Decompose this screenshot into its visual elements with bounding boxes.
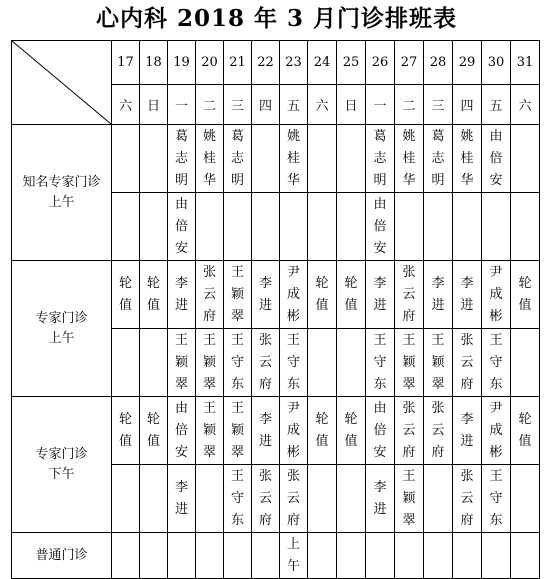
doctor-name: 王守东 [373, 333, 387, 392]
doctor-name: 葛志明 [230, 129, 244, 188]
schedule-cell [424, 329, 453, 397]
schedule-cell [112, 533, 140, 579]
schedule-cell [224, 261, 252, 329]
date-cell: 29 [453, 41, 482, 85]
date-cell: 20 [196, 41, 224, 85]
section-label [12, 261, 112, 397]
schedule-cell [252, 397, 280, 465]
section-label-line: 专家门诊 [35, 310, 88, 326]
schedule-cell [308, 465, 337, 533]
schedule-cell [511, 193, 540, 261]
date-cell: 18 [140, 41, 168, 85]
weekday-cell: 一 [366, 85, 395, 125]
rotation-duty-text: 轮值 [518, 412, 532, 449]
date-cell: 21 [224, 41, 252, 85]
weekday-cell: 六 [511, 85, 540, 125]
schedule-cell [280, 329, 308, 397]
schedule-cell [196, 397, 224, 465]
date-cell: 31 [511, 41, 540, 85]
schedule-cell [280, 533, 308, 579]
schedule-cell [482, 329, 511, 397]
schedule-cell [196, 261, 224, 329]
schedule-cell [224, 533, 252, 579]
schedule-cell [140, 329, 168, 397]
schedule-cell [280, 397, 308, 465]
schedule-cell [252, 465, 280, 533]
rotation-duty-text: 轮值 [118, 412, 132, 449]
doctor-name: 上午 [286, 537, 300, 574]
rotation-duty-text: 轮值 [146, 412, 160, 449]
schedule-cell [511, 261, 540, 329]
doctor-name: 王守东 [489, 333, 503, 392]
schedule-cell [453, 329, 482, 397]
schedule-cell [140, 533, 168, 579]
schedule-cell [482, 261, 511, 329]
schedule-cell [511, 125, 540, 193]
schedule-cell [337, 329, 366, 397]
schedule-cell [482, 533, 511, 579]
date-cell: 25 [337, 41, 366, 85]
date-cell: 17 [112, 41, 140, 85]
schedule-cell [424, 125, 453, 193]
schedule-cell [168, 125, 196, 193]
section-label [12, 397, 112, 533]
schedule-cell [140, 465, 168, 533]
doctor-name: 由倍安 [373, 401, 387, 460]
schedule-cell [224, 465, 252, 533]
schedule-cell [168, 261, 196, 329]
weekday-cell: 三 [424, 85, 453, 125]
schedule-cell [337, 261, 366, 329]
weekday-cell: 五 [482, 85, 511, 125]
doctor-name: 王颖翠 [174, 333, 188, 392]
doctor-name: 李进 [174, 480, 188, 517]
rotation-duty-text: 轮值 [344, 412, 358, 449]
doctor-name: 葛志明 [373, 129, 387, 188]
schedule-cell [112, 193, 140, 261]
schedule-cell [482, 465, 511, 533]
schedule-cell [280, 261, 308, 329]
schedule-cell [112, 261, 140, 329]
doctor-name: 王颖翠 [202, 333, 216, 392]
weekday-cell: 五 [280, 85, 308, 125]
doctor-name: 李进 [258, 412, 272, 449]
schedule-table [11, 40, 540, 579]
section-label-line: 专家门诊 [35, 446, 88, 462]
schedule-cell [453, 193, 482, 261]
doctor-name: 葛志明 [174, 129, 188, 188]
doctor-name: 张云府 [286, 469, 300, 528]
doctor-name: 由倍安 [174, 401, 188, 460]
schedule-cell [337, 193, 366, 261]
doctor-name: 张云府 [460, 333, 474, 392]
weekday-cell: 四 [453, 85, 482, 125]
schedule-cell [511, 329, 540, 397]
date-cell: 19 [168, 41, 196, 85]
doctor-name: 王颖翠 [402, 333, 416, 392]
weekday-cell: 三 [224, 85, 252, 125]
doctor-name: 李进 [460, 276, 474, 313]
section-label-line: 上午 [48, 194, 75, 210]
doctor-name: 张云府 [402, 401, 416, 460]
schedule-cell [424, 261, 453, 329]
schedule-cell [196, 193, 224, 261]
doctor-name: 李进 [431, 276, 445, 313]
schedule-cell [395, 125, 424, 193]
schedule-cell [196, 465, 224, 533]
schedule-cell [366, 397, 395, 465]
doctor-name: 李进 [373, 276, 387, 313]
weekday-cell: 日 [337, 85, 366, 125]
schedule-cell [337, 125, 366, 193]
schedule-cell [308, 125, 337, 193]
date-cell: 28 [424, 41, 453, 85]
doctor-name: 姚桂华 [286, 129, 300, 188]
header-corner [12, 41, 112, 125]
section-label-line: 普通门诊 [35, 547, 88, 563]
doctor-name: 张云府 [258, 469, 272, 528]
weekday-cell: 六 [112, 85, 140, 125]
page-title: 心内科 2018 年 3 月门诊排班表 [95, 5, 458, 32]
schedule-cell [252, 125, 280, 193]
schedule-cell [424, 193, 453, 261]
doctor-name: 王守东 [286, 333, 300, 392]
date-cell: 26 [366, 41, 395, 85]
schedule-cell [308, 261, 337, 329]
schedule-cell [112, 465, 140, 533]
date-cell: 24 [308, 41, 337, 85]
schedule-cell [196, 533, 224, 579]
doctor-name: 张云府 [402, 265, 416, 324]
schedule-cell [453, 397, 482, 465]
rotation-duty-text: 轮值 [146, 276, 160, 313]
section-label-line: 上午 [48, 330, 75, 346]
schedule-cell [224, 397, 252, 465]
schedule-cell [112, 397, 140, 465]
doctor-name: 王守东 [230, 333, 244, 392]
doctor-name: 王颖翠 [431, 333, 445, 392]
schedule-cell [112, 125, 140, 193]
schedule-cell [224, 329, 252, 397]
doctor-name: 由倍安 [174, 197, 188, 256]
schedule-cell [308, 397, 337, 465]
doctor-name: 姚桂华 [402, 129, 416, 188]
schedule-cell [140, 397, 168, 465]
rotation-duty-text: 轮值 [344, 276, 358, 313]
schedule-cell [168, 397, 196, 465]
schedule-cell [140, 193, 168, 261]
schedule-cell [424, 465, 453, 533]
doctor-name: 王颖翠 [402, 469, 416, 528]
doctor-name: 尹成彬 [489, 265, 503, 324]
schedule-cell [453, 465, 482, 533]
schedule-cell [511, 465, 540, 533]
doctor-name: 李进 [460, 412, 474, 449]
doctor-name: 尹成彬 [489, 401, 503, 460]
doctor-name: 张云府 [202, 265, 216, 324]
schedule-cell [366, 533, 395, 579]
section-label-line: 知名专家门诊 [22, 174, 101, 190]
schedule-cell [395, 261, 424, 329]
doctor-name: 王颖翠 [230, 265, 244, 324]
schedule-cell [366, 261, 395, 329]
doctor-name: 张云府 [258, 333, 272, 392]
doctor-name: 张云府 [431, 401, 445, 460]
schedule-cell [196, 125, 224, 193]
schedule-cell [112, 329, 140, 397]
schedule-cell [308, 533, 337, 579]
schedule-cell [482, 125, 511, 193]
section-label [12, 533, 112, 579]
schedule-cell [224, 193, 252, 261]
date-cell: 22 [252, 41, 280, 85]
doctor-name: 张云府 [460, 469, 474, 528]
doctor-name: 尹成彬 [286, 401, 300, 460]
schedule-cell [395, 193, 424, 261]
doctor-name: 李进 [373, 480, 387, 517]
schedule-cell [252, 533, 280, 579]
schedule-cell [280, 193, 308, 261]
schedule-cell [395, 465, 424, 533]
doctor-name: 姚桂华 [460, 129, 474, 188]
rotation-duty-text: 轮值 [118, 276, 132, 313]
date-cell: 23 [280, 41, 308, 85]
schedule-cell [168, 193, 196, 261]
doctor-name: 姚桂华 [202, 129, 216, 188]
doctor-name: 李进 [174, 276, 188, 313]
date-cell: 27 [395, 41, 424, 85]
schedule-cell [168, 329, 196, 397]
schedule-cell [482, 193, 511, 261]
schedule-cell [252, 193, 280, 261]
weekday-cell: 六 [308, 85, 337, 125]
schedule-cell [482, 397, 511, 465]
schedule-cell [366, 465, 395, 533]
schedule-cell [366, 329, 395, 397]
weekday-cell: 二 [196, 85, 224, 125]
schedule-cell [366, 193, 395, 261]
schedule-cell [280, 465, 308, 533]
schedule-cell [308, 193, 337, 261]
schedule-cell [168, 533, 196, 579]
schedule-cell [453, 261, 482, 329]
rotation-duty-text: 轮值 [315, 276, 329, 313]
schedule-cell [337, 397, 366, 465]
schedule-cell [424, 397, 453, 465]
doctor-name: 王守东 [230, 469, 244, 528]
schedule-cell [366, 125, 395, 193]
schedule-cell [395, 397, 424, 465]
section-label-line: 下午 [48, 466, 75, 482]
rotation-duty-text: 轮值 [315, 412, 329, 449]
schedule-cell [308, 329, 337, 397]
schedule-cell [252, 261, 280, 329]
corner-diagonal [12, 41, 111, 124]
schedule-cell [280, 125, 308, 193]
section-label [12, 125, 112, 261]
doctor-name: 由倍安 [489, 129, 503, 188]
schedule-cell [424, 533, 453, 579]
schedule-cell [453, 533, 482, 579]
schedule-cell [395, 329, 424, 397]
weekday-cell: 二 [395, 85, 424, 125]
doctor-name: 尹成彬 [286, 265, 300, 324]
doctor-name: 王颖翠 [202, 401, 216, 460]
schedule-cell [252, 329, 280, 397]
schedule-cell [337, 533, 366, 579]
schedule-cell [511, 533, 540, 579]
schedule-cell [511, 397, 540, 465]
doctor-name: 王颖翠 [230, 401, 244, 460]
doctor-name: 李进 [258, 276, 272, 313]
doctor-name: 王守东 [489, 469, 503, 528]
schedule-cell [168, 465, 196, 533]
schedule-cell [140, 261, 168, 329]
doctor-name: 葛志明 [431, 129, 445, 188]
schedule-cell [337, 465, 366, 533]
rotation-duty-text: 轮值 [518, 276, 532, 313]
schedule-cell [453, 125, 482, 193]
weekday-cell: 四 [252, 85, 280, 125]
weekday-cell: 日 [140, 85, 168, 125]
schedule-cell [224, 125, 252, 193]
weekday-cell: 一 [168, 85, 196, 125]
doctor-name: 由倍安 [373, 197, 387, 256]
schedule-cell [140, 125, 168, 193]
schedule-cell [395, 533, 424, 579]
date-cell: 30 [482, 41, 511, 85]
schedule-cell [196, 329, 224, 397]
